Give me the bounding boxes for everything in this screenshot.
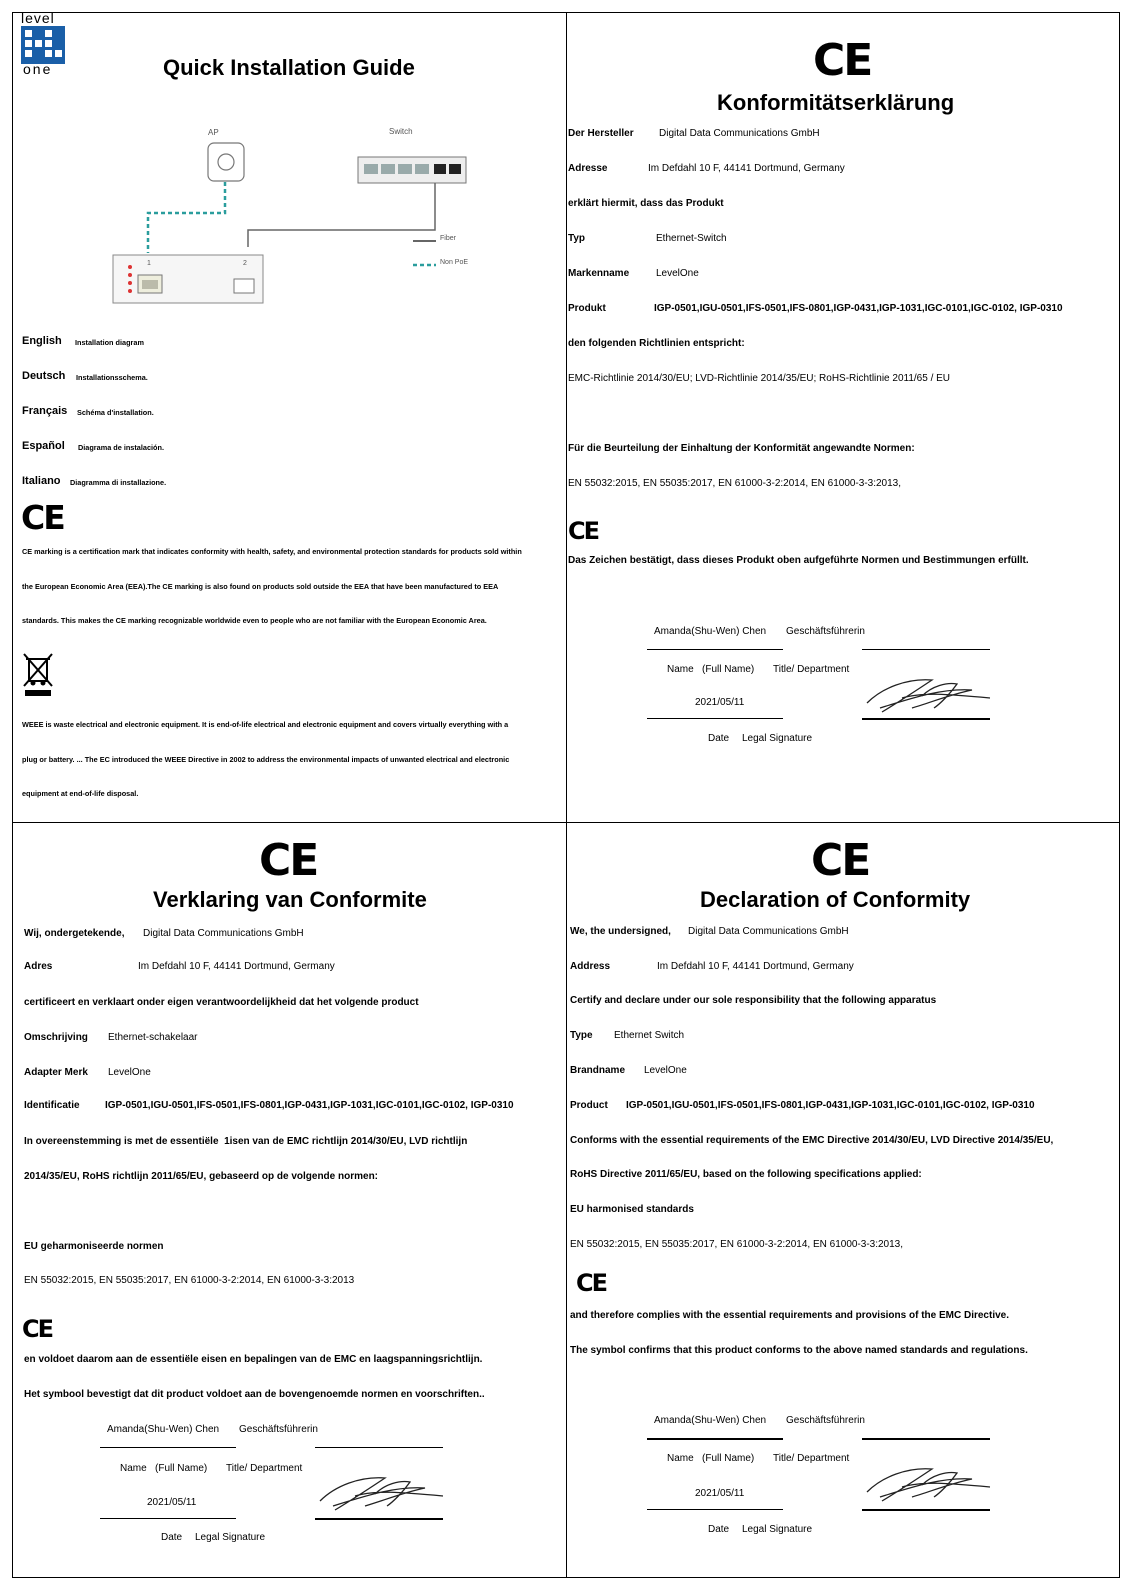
sig-rule [862,649,990,650]
nl-symbol: Het symbool bevestigt dat dit product voldoet aan de bovengenoemde normen en voorschriften.. [24,1389,485,1400]
de-declares: erklärt hiermit, dass das Produkt [568,198,724,209]
en-complies: and therefore complies with the essential requirements and provisions of the EMC Directive. [570,1310,1009,1321]
sig-rule [100,1447,236,1448]
title-caption: Title/ Department [773,664,850,675]
date-caption: Date [708,1524,730,1535]
date-caption: Date [161,1532,183,1543]
de-title: Konformitätserklärung [717,90,955,115]
ce-mark-icon: CE [813,35,872,86]
signer-title: Geschäftsführerin [786,626,865,637]
installation-diagram [108,125,508,325]
signature-image [862,1457,997,1509]
de-standards: EN 55032:2015, EN 55035:2017, EN 61000-3-2:2014, EN 61000-3-3:2013, [568,478,902,489]
nl-title: Verklaring van Conformite [153,887,427,912]
nl-conform-1: In overeenstemming is met de essentiële 1isen van de EMC richtlijn 2014/30/EU, LVD richtlijn [24,1136,468,1147]
de-standards-label: Für die Beurteilung der Einhaltung der Konformität angewandte Normen: [568,443,915,454]
signer-name: Amanda(Shu-Wen) Chen [654,1415,767,1426]
sig-rule [862,1509,990,1511]
en-address-label: Address [570,961,611,972]
language-name: Français [22,405,68,417]
sig-rule [315,1518,443,1520]
en-address: Im Defdahl 10 F, 44141 Dortmund, Germany [657,961,854,972]
de-brand-label: Markenname [568,268,630,279]
en-brand: LevelOne [644,1065,687,1076]
nl-brand: LevelOne [108,1067,151,1078]
diagram-legend-fiber: Fiber [440,235,456,242]
weee-text-line: WEEE is waste electrical and electronic equipment. It is end-of-life electrical and electronic equipment and covers virtually everything with a [22,720,509,729]
de-manufacturer-label: Der Hersteller [568,128,634,139]
en-brand-label: Brandname [570,1065,626,1076]
nl-conform-2: 2014/35/EU, RoHS richtlijn 2011/65/EU, gebaseerd op de volgende normen: [24,1171,379,1182]
signer-title: Geschäftsführerin [786,1415,865,1426]
dutch-declaration-panel [13,823,566,1578]
language-name: Italiano [22,475,61,487]
en-harmonised: EU harmonised standards [570,1204,694,1215]
nl-address-label: Adres [24,961,53,972]
nl-desc: Ethernet-schakelaar [108,1032,198,1043]
ce-text-line: the European Economic Area (EEA).The CE marking is also found on products sold outside the EEA that have been manufactured to EEA [22,582,499,591]
name-caption: Name (Full Name) [667,664,755,675]
diagram-port2-label: 2 [243,260,247,267]
sig-rule [647,1438,783,1440]
language-caption: Installationsschema. [76,373,148,382]
name-caption: Name (Full Name) [667,1453,755,1464]
signature-caption: Legal Signature [742,1524,813,1535]
levelone-logo [19,13,71,77]
ce-mark-icon: CE [568,517,599,545]
signer-name: Amanda(Shu-Wen) Chen [654,626,767,637]
de-product-label: Produkt [568,303,606,314]
ce-mark-icon: CE [811,835,870,886]
signature-caption: Legal Signature [742,733,813,744]
de-address: Im Defdahl 10 F, 44141 Dortmund, Germany [648,163,845,174]
logo-top-text: level [21,13,55,26]
en-type: Ethernet Switch [614,1030,685,1041]
weee-text-line: plug or battery. ... The EC introduced the WEEE Directive in 2002 to address the environmental impacts of unwanted electrical and electronic [22,755,510,764]
sig-rule [647,718,783,719]
ce-mark-icon: CE [21,498,64,537]
sig-rule [315,1447,443,1448]
en-standards: EN 55032:2015, EN 55035:2017, EN 61000-3-2:2014, EN 61000-3-3:2013, [570,1239,904,1250]
nl-harmonised: EU geharmoniseerde normen [24,1241,164,1252]
weee-text-line: equipment at end-of-life disposal. [22,789,139,798]
signer-title: Geschäftsführerin [239,1424,318,1435]
sig-rule [647,1509,783,1510]
nl-undersigned-label: Wij, ondergetekende, [24,928,125,939]
diagram-legend-nonpoe: Non PoE [440,259,469,266]
diagram-port1-label: 1 [147,260,151,267]
weee-bin-icon [21,651,55,697]
en-type-label: Type [570,1030,593,1041]
en-symbol: The symbol confirms that this product conforms to the above named standards and regulations. [570,1345,1028,1356]
en-certify: Certify and declare under our sole responsibility that the following apparatus [570,995,937,1006]
en-conform-1: Conforms with the essential requirements of the EMC Directive 2014/30/EU, LVD Directive 2014/35/EU, [570,1135,1054,1146]
ce-mark-icon: CE [22,1315,53,1343]
nl-brand-label: Adapter Merk [24,1067,88,1078]
language-name: Deutsch [22,370,66,382]
de-directives: EMC-Richtlinie 2014/30/EU; LVD-Richtlinie 2014/35/EU; RoHS-Richtlinie 2011/65 / EU [568,373,951,384]
ce-text-line: standards. This makes the CE marking recognizable worldwide even to people who are not familiar with the European Economic Area. [22,616,487,625]
en-undersigned-label: We, the undersigned, [570,926,671,937]
diagram-ap-label: AP [208,128,219,137]
language-caption: Schéma d'installation. [77,408,154,417]
language-caption: Installation diagram [75,338,144,347]
language-caption: Diagramma di installazione. [70,478,167,487]
signature-image [315,1466,450,1518]
de-product: IGP-0501,IGU-0501,IFS-0501,IFS-0801,IGP-0431,IGP-1031,IGC-0101,IGC-0102, IGP-0310 [654,303,1063,314]
de-address-label: Adresse [568,163,608,174]
quick-guide-panel [13,13,566,822]
nl-undersigned: Digital Data Communications GmbH [143,928,304,939]
de-brand: LevelOne [656,268,699,279]
title-caption: Title/ Department [226,1463,303,1474]
de-directives-label: den folgenden Richtlinien entspricht: [568,338,745,349]
language-name: English [22,335,62,347]
name-caption: Name (Full Name) [120,1463,208,1474]
nl-certify: certificeert en verklaart onder eigen verantwoordelijkheid dat het volgende product [24,997,419,1008]
en-product: IGP-0501,IGU-0501,IFS-0501,IFS-0801,IGP-0431,IGP-1031,IGC-0101,IGC-0102, IGP-0310 [626,1100,1035,1111]
de-type-label: Typ [568,233,586,244]
german-declaration-panel [567,13,1120,822]
de-manufacturer: Digital Data Communications GmbH [659,128,820,139]
nl-address: Im Defdahl 10 F, 44141 Dortmund, Germany [138,961,335,972]
signature-image [862,668,997,720]
title-caption: Title/ Department [773,1453,850,1464]
sign-date: 2021/05/11 [695,1488,745,1499]
signer-name: Amanda(Shu-Wen) Chen [107,1424,220,1435]
sig-rule [100,1518,236,1519]
english-declaration-panel [567,823,1120,1578]
signature-caption: Legal Signature [195,1532,266,1543]
nl-desc-label: Omschrijving [24,1032,88,1043]
language-name: Español [22,440,65,452]
logo-bottom-text: one [23,61,53,77]
de-type: Ethernet-Switch [656,233,727,244]
en-title: Declaration of Conformity [700,887,971,912]
en-undersigned: Digital Data Communications GmbH [688,926,849,937]
language-caption: Diagrama de instalación. [78,443,164,452]
date-caption: Date [708,733,730,744]
ce-mark-icon: CE [259,835,318,886]
de-confirm: Das Zeichen bestätigt, dass dieses Produkt oben aufgeführte Normen und Bestimmungen erfüllt. [568,555,1029,566]
sign-date: 2021/05/11 [147,1497,197,1508]
sig-rule [862,718,990,720]
sig-rule [862,1438,990,1440]
ce-mark-icon: CE [576,1269,607,1297]
nl-complies: en voldoet daarom aan de essentiële eisen en bepalingen van de EMC en laagspanningsrichtlijn. [24,1354,483,1365]
diagram-switch-label: Switch [389,127,413,136]
en-product-label: Product [570,1100,608,1111]
ce-text-line: CE marking is a certification mark that indicates conformity with health, safety, and environmental protection standards for products sold within [22,547,522,556]
en-conform-2: RoHS Directive 2011/65/EU, based on the following specifications applied: [570,1169,922,1180]
sign-date: 2021/05/11 [695,697,745,708]
sig-rule [647,649,783,650]
nl-id: IGP-0501,IGU-0501,IFS-0501,IFS-0801,IGP-0431,IGP-1031,IGC-0101,IGC-0102, IGP-0310 [105,1100,514,1111]
nl-id-label: Identificatie [24,1100,80,1111]
guide-title: Quick Installation Guide [163,55,415,80]
nl-standards: EN 55032:2015, EN 55035:2017, EN 61000-3-2:2014, EN 61000-3-3:2013 [24,1275,355,1286]
